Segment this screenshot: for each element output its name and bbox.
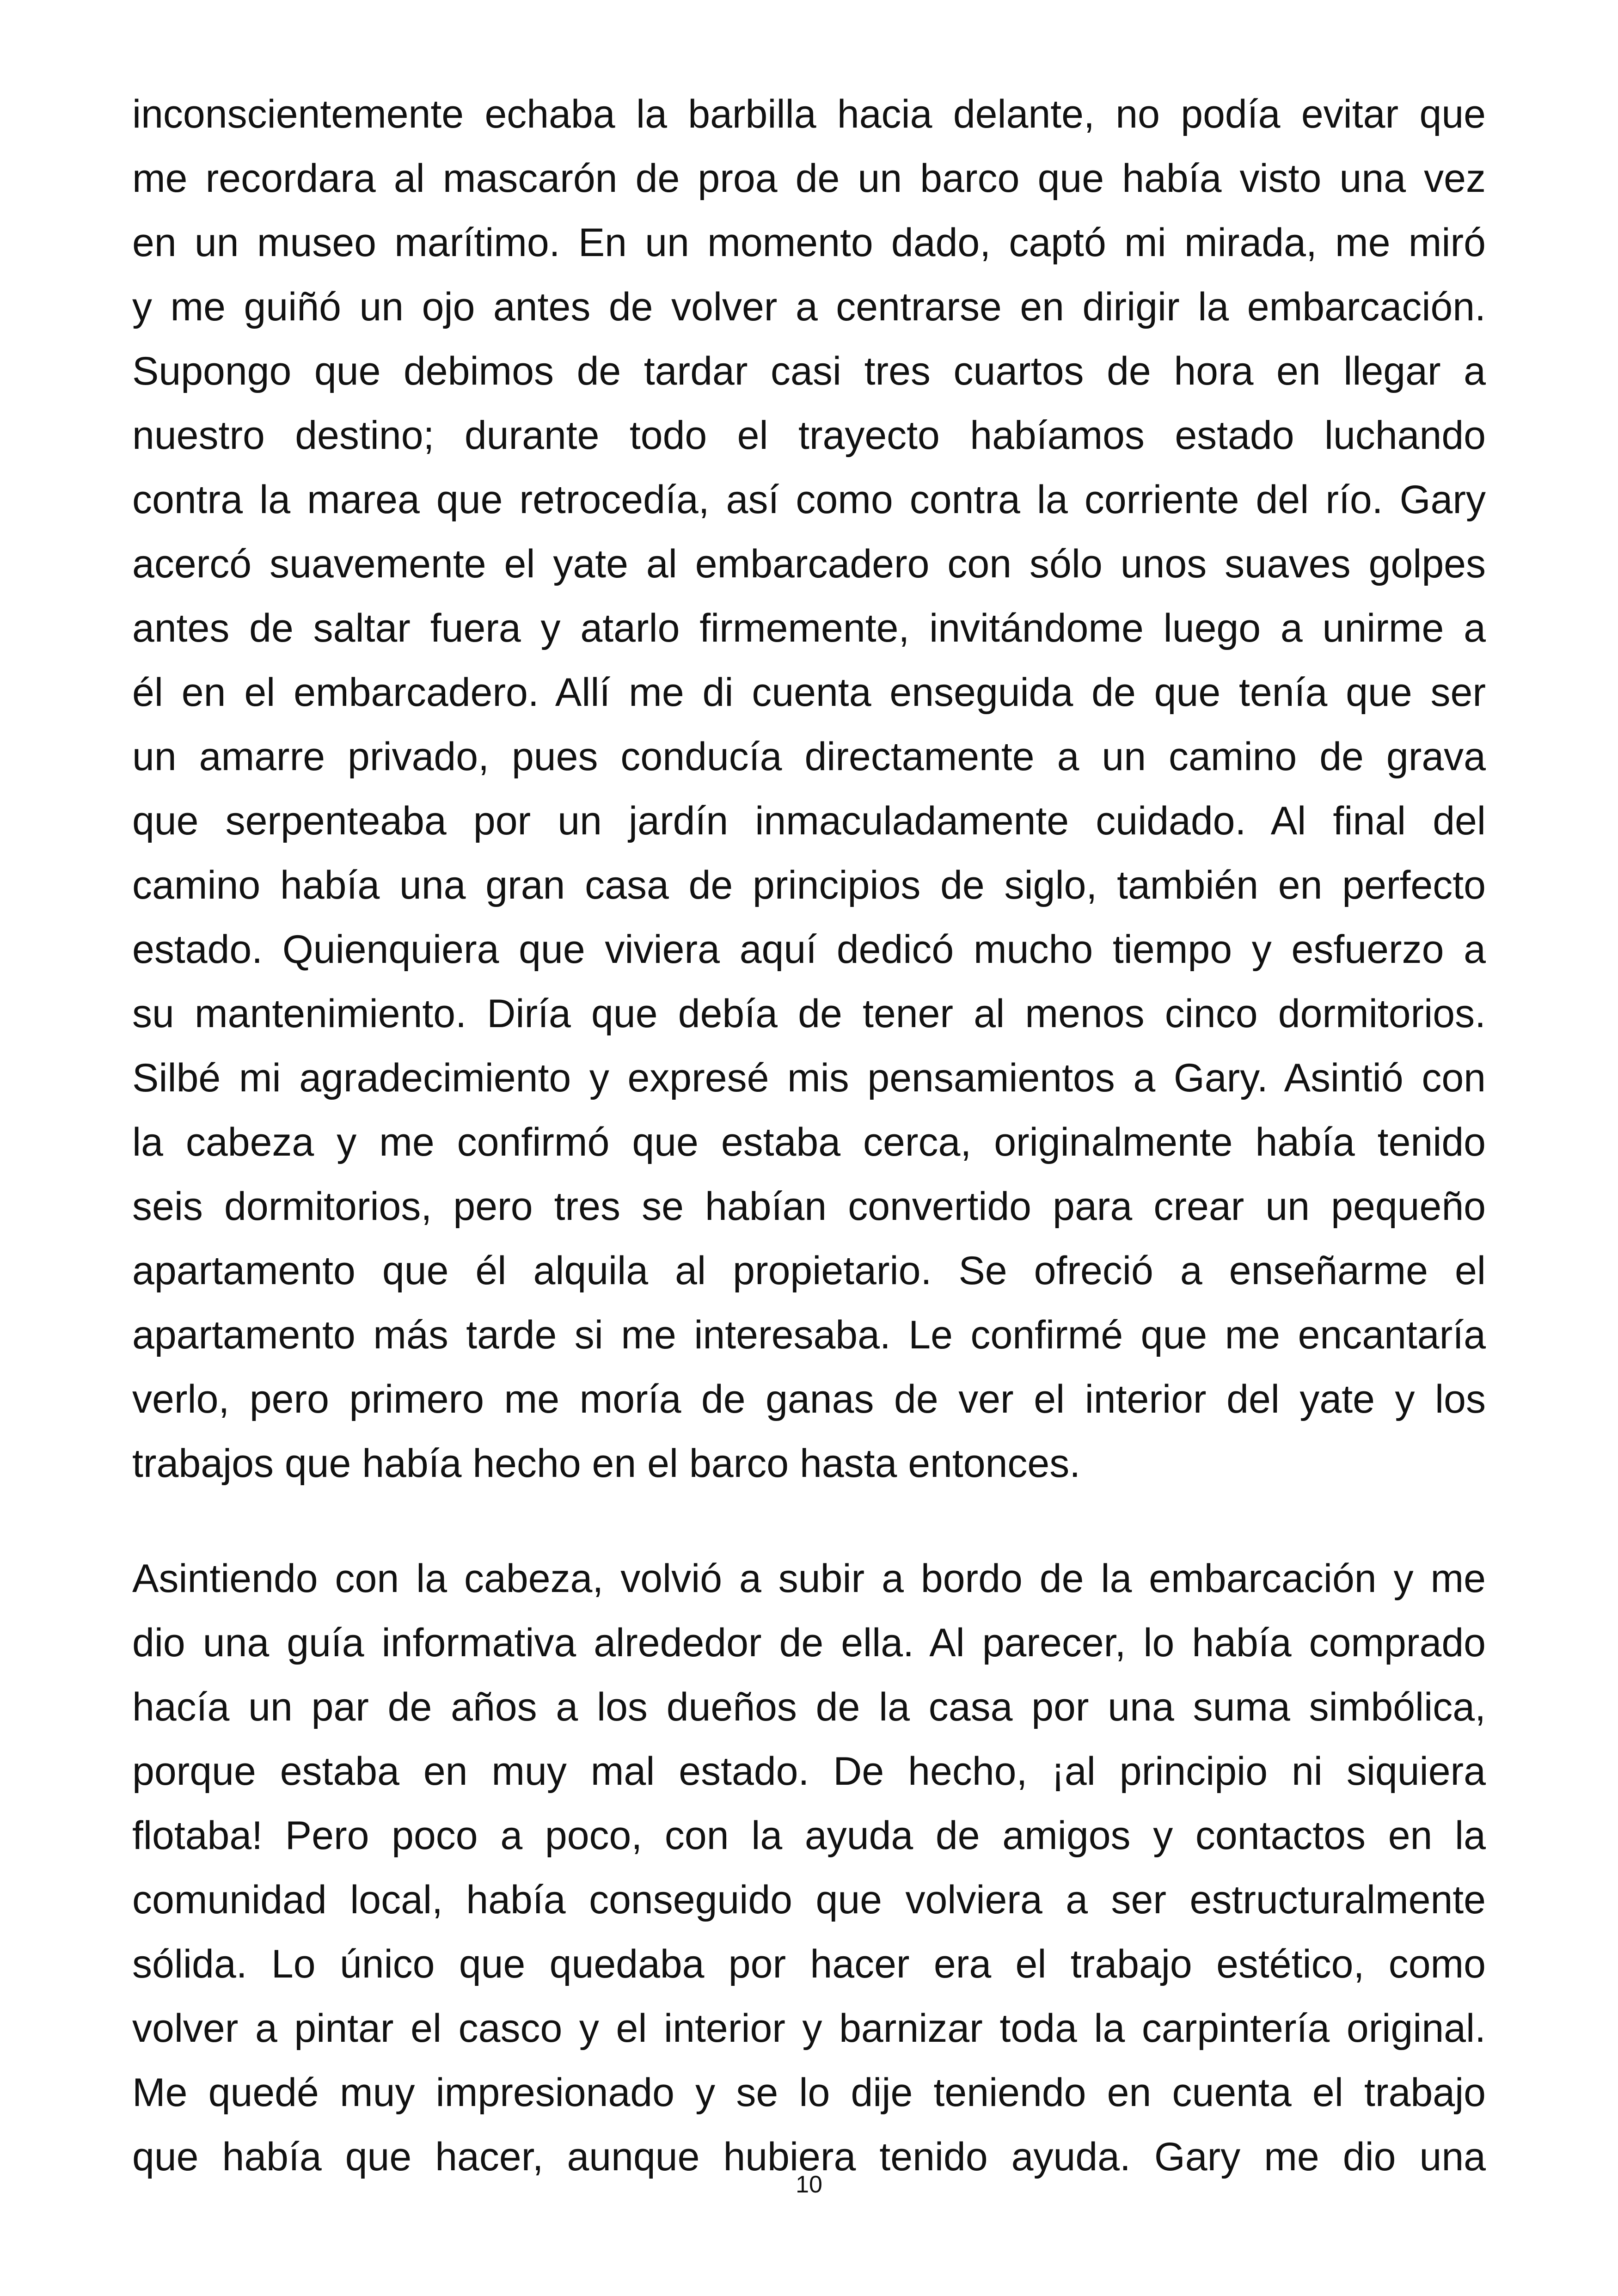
text-line: Supongo que debimos de tardar casi tres cuartos de hora en llegar a <box>132 349 1486 393</box>
text-line: la cabeza y me confirmó que estaba cerca, originalmente había tenido <box>132 1120 1486 1164</box>
text-line: flotaba! Pero poco a poco, con la ayuda de amigos y contactos en la <box>132 1813 1486 1858</box>
text-line: estado. Quienquiera que viviera aquí dedicó mucho tiempo y esfuerzo a <box>132 927 1486 972</box>
text-line: me recordara al mascarón de proa de un barco que había visto una vez <box>132 156 1486 201</box>
text-line: un amarre privado, pues conducía directamente a un camino de grava <box>132 735 1486 779</box>
text-line: trabajos que había hecho en el barco hasta entonces. <box>132 1441 1081 1486</box>
text-line: apartamento que él alquila al propietario. Se ofreció a enseñarme el <box>132 1249 1486 1293</box>
text-line: sólida. Lo único que quedaba por hacer era el trabajo estético, como <box>132 1942 1486 1986</box>
text-line: su mantenimiento. Diría que debía de tener al menos cinco dormitorios. <box>132 992 1486 1036</box>
text-line: Silbé mi agradecimiento y expresé mis pensamientos a Gary. Asintió con <box>132 1056 1486 1100</box>
text-line: que serpenteaba por un jardín inmaculadamente cuidado. Al final del <box>132 799 1486 843</box>
text-line: nuestro destino; durante todo el trayecto habíamos estado luchando <box>132 413 1486 458</box>
text-line: porque estaba en muy mal estado. De hecho, ¡al principio ni siquiera <box>132 1749 1486 1794</box>
text-line: y me guiñó un ojo antes de volver a centrarse en dirigir la embarcación. <box>132 285 1486 329</box>
text-line: verlo, pero primero me moría de ganas de ver el interior del yate y los <box>132 1377 1486 1421</box>
text-line: inconscientemente echaba la barbilla hacia delante, no podía evitar que <box>132 92 1486 136</box>
text-line: Asintiendo con la cabeza, volvió a subir a bordo de la embarcación y me <box>132 1556 1486 1601</box>
text-line: él en el embarcadero. Allí me di cuenta enseguida de que tenía que ser <box>132 670 1486 715</box>
text-line: Me quedé muy impresionado y se lo dije teniendo en cuenta el trabajo <box>132 2070 1486 2115</box>
paragraph-2 <box>132 1547 1486 2189</box>
text-line: contra la marea que retrocedía, así como contra la corriente del río. Gary <box>132 478 1486 522</box>
text-line: hacía un par de años a los dueños de la casa por una suma simbólica, <box>132 1685 1486 1729</box>
text-line: dio una guía informativa alrededor de ella. Al parecer, lo había comprado <box>132 1621 1486 1665</box>
paragraph-1 <box>132 82 1486 1496</box>
text-line: en un museo marítimo. En un momento dado, captó mi mirada, me miró <box>132 220 1486 265</box>
text-line: camino había una gran casa de principios de siglo, también en perfecto <box>132 863 1486 907</box>
page-number: 10 <box>796 2171 822 2198</box>
text-line: volver a pintar el casco y el interior y barnizar toda la carpintería original. <box>132 2006 1486 2051</box>
text-line: antes de saltar fuera y atarlo firmemente, invitándome luego a unirme a <box>132 606 1486 650</box>
text-line: apartamento más tarde si me interesaba. Le confirmé que me encantaría <box>132 1313 1486 1357</box>
text-line: que había que hacer, aunque hubiera tenido ayuda. Gary me dio una <box>132 2135 1486 2179</box>
text-line: acercó suavemente el yate al embarcadero con sólo unos suaves golpes <box>132 542 1486 586</box>
text-line: seis dormitorios, pero tres se habían convertido para crear un pequeño <box>132 1184 1486 1229</box>
text-line: comunidad local, había conseguido que volviera a ser estructuralmente <box>132 1878 1486 1922</box>
